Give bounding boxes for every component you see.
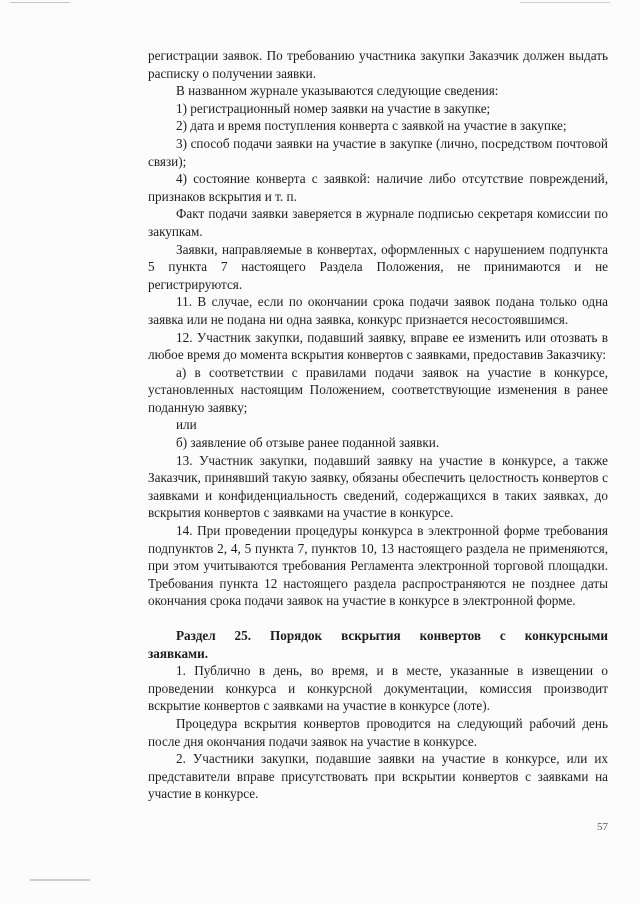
list-item: 4) состояние конверта с заявкой: наличие либо отсутствие повреждений, признаков вскрытия и т. п. xyxy=(148,171,608,204)
scan-artifact xyxy=(10,2,70,3)
clause-13: 13. Участник закупки, подавший заявку на участие в конкурсе, а также Заказчик, принявший такую заявку, обязаны обеспечить целостность конвертов с заявками и конфиденциальность сведений, содержащихся в таких заявках, до вскрытия конвертов с заявками на участие в конкурсе. xyxy=(148,452,608,521)
paragraph: или xyxy=(176,417,197,433)
paragraph: Процедура вскрытия конвертов проводится на следующий рабочий день после дня окончания подачи заявок на участие в конкурсе. xyxy=(148,715,608,749)
scan-artifact xyxy=(520,2,610,3)
paragraph: регистрации заявок. По требованию участника закупки Заказчик должен выдать расписку о получении заявки. xyxy=(148,48,608,81)
list-item: 2) дата и время поступления конверта с заявкой на участие в закупке; xyxy=(176,118,567,134)
page-number: 57 xyxy=(597,821,608,833)
section-heading: Раздел 25. Порядок вскрытия конвертов с конкурсными заявками. xyxy=(148,628,608,661)
clause-11: 11. В случае, если по окончании срока подачи заявок подана только одна заявка или не подана ни одна заявка, конкурс признается несостоявшимся. xyxy=(148,294,608,327)
scan-artifact xyxy=(30,879,90,881)
paragraph: В названном журнале указываются следующие сведения: xyxy=(176,83,499,99)
clause-12: 12. Участник закупки, подавший заявку, вправе ее изменить или отозвать в любое время до момента вскрытия конвертов с заявками, предоставив Заказчику: xyxy=(148,329,608,363)
list-item: 3) способ подачи заявки на участие в закупке (лично, посредством почтовой связи); xyxy=(148,135,608,169)
section-clause-2: 2. Участники закупки, подавшие заявки на участие в конкурсе, или их представители вправе присутствовать при вскрытии конвертов с заявками на участие в конкурсе. xyxy=(148,751,608,802)
list-item: б) заявление об отзыве ранее поданной заявки. xyxy=(176,435,440,451)
clause-14: 14. При проведении процедуры конкурса в электронной форме требования подпунктов 2, 4, 5 пункта 7, пунктов 10, 13 настоящего раздела не применяются, при этом учитываются требования Регламента электронной торговой площадки. Требования пункта 12 настоящего раздела распространяются не позднее даты окончания срока подачи заявок на участие в конкурсе в электронной форме. xyxy=(148,523,608,609)
paragraph: Факт подачи заявки заверяется в журнале подписью секретаря комиссии по закупкам. xyxy=(148,206,608,239)
paragraph: Заявки, направляемые в конвертах, оформленных с нарушением подпункта 5 пункта 7 настоящего Раздела Положения, не принимаются и не регистрируются. xyxy=(148,241,608,292)
section-clause-1: 1. Публично в день, во время, и в месте, указанные в извещении о проведении конкурса и конкурсной документации, комиссия производит вскрытие конвертов с заявками на участие в конкурсе (лоте). xyxy=(148,663,608,714)
list-item: 1) регистрационный номер заявки на участие в закупке; xyxy=(176,100,491,116)
document-body xyxy=(148,47,608,803)
list-item: а) в соответствии с правилами подачи заявок на участие в конкурсе, установленных настоящим Положением, соответствующие изменения в ранее поданную заявку; xyxy=(148,364,608,415)
